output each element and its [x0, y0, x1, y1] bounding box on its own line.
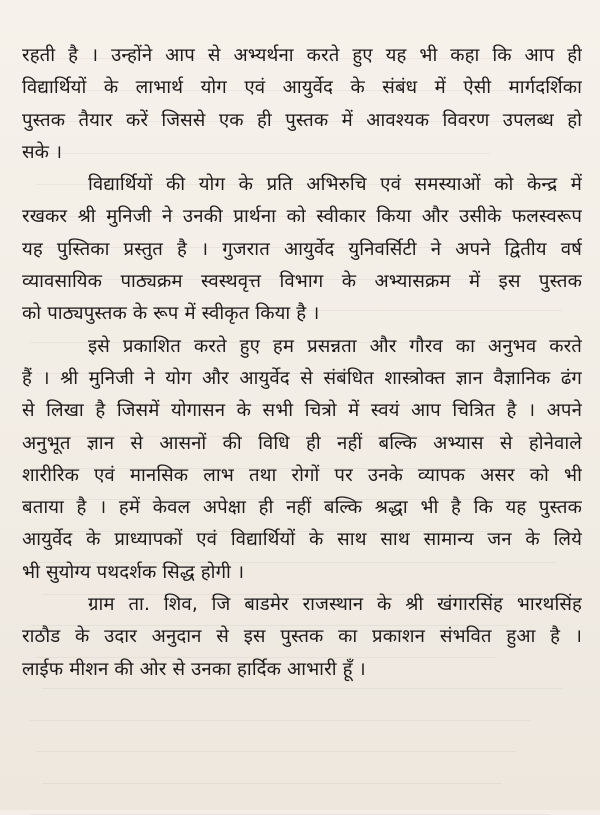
paragraph: [22, 589, 582, 686]
text-line: भी सुयोग्य पथदर्शक सिद्ध होगी ।: [22, 561, 245, 583]
text-line: लाईफ मीशन की ओर से उनका हार्दिक आभारी हूँ ।: [22, 658, 366, 680]
show-through-line: [30, 720, 530, 721]
text-line: हैं । श्री मुनिजी ने योग और आयुर्वेद से संबंधित शास्त्रोक्त ज्ञान वैज्ञानिक ढंग: [22, 367, 582, 389]
text-line: यह पुस्तिका प्रस्तुत है । गुजरात आयुर्वेद युनिवर्सिटी ने अपने द्वितीय वर्ष: [22, 238, 582, 260]
text-line: अनुभूत ज्ञान से आसनों की विधि ही नहीं बल्कि अभ्यास से होनेवाले: [22, 432, 582, 454]
text-line: पुस्तक तैयार करें जिससे एक ही पुस्तक में आवश्यक विवरण उपलब्ध हो: [22, 109, 582, 131]
text-line: रखकर श्री मुनिजी ने उनकी प्रार्थना को स्वीकार किया और उसीके फलस्वरूप: [22, 206, 582, 228]
text-line: इसे प्रकाशित करते हुए हम प्रसन्नता और गौरव का अनुभव करते: [88, 335, 582, 357]
text-line: विद्यार्थियों की योग के प्रति अभिरुचि एवं समस्याओं को केन्द्र में: [88, 174, 582, 196]
show-through-line: [36, 751, 516, 752]
page-body-text: [22, 40, 582, 686]
show-through-line: [42, 783, 502, 784]
text-line: ग्राम ता. शिव, जि बाडमेर राजस्थान के श्री खंगारसिंह भारथसिंह: [88, 594, 582, 616]
text-line: व्यावसायिक पाठ्यक्रम स्वस्थवृत्त विभाग के अभ्यासक्रम में इस पुस्तक: [22, 271, 582, 293]
text-line: आयुर्वेद के प्राध्यापकों एवं विद्यार्थियों के साथ साथ सामान्य जन के लिये: [22, 529, 582, 551]
paragraph: [22, 169, 582, 330]
show-through-line: [42, 688, 562, 689]
text-line: बताया है । हमें केवल अपेक्षा ही नहीं बल्कि श्रद्धा भी है कि यह पुस्तक: [22, 497, 582, 519]
text-line: को पाठ्यपुस्तक के रूप में स्वीकृत किया है ।: [22, 303, 320, 325]
text-line: विद्यार्थियों के लाभार्थ योग एवं आयुर्वेद के संबंध में ऐसी मार्गदर्शिका: [22, 77, 582, 99]
text-line: शारीरिक एवं मानसिक लाभ तथा रोगों पर उनके व्यापक असर को भी: [22, 464, 582, 486]
text-line: से लिखा है जिसमें योगासन के सभी चित्रो में स्वयं आप चित्रित है । अपने: [22, 400, 582, 422]
text-line: राठौड के उदार अनुदान से इस पुस्तक का प्रकाशन संभवित हुआ है ।: [22, 626, 582, 648]
paragraph: [22, 331, 582, 589]
text-line: रहती है । उन्होंने आप से अभ्यर्थना करते हुए यह भी कहा कि आप ही: [22, 45, 582, 66]
paragraph: [22, 40, 582, 169]
text-line: सके ।: [22, 141, 63, 163]
